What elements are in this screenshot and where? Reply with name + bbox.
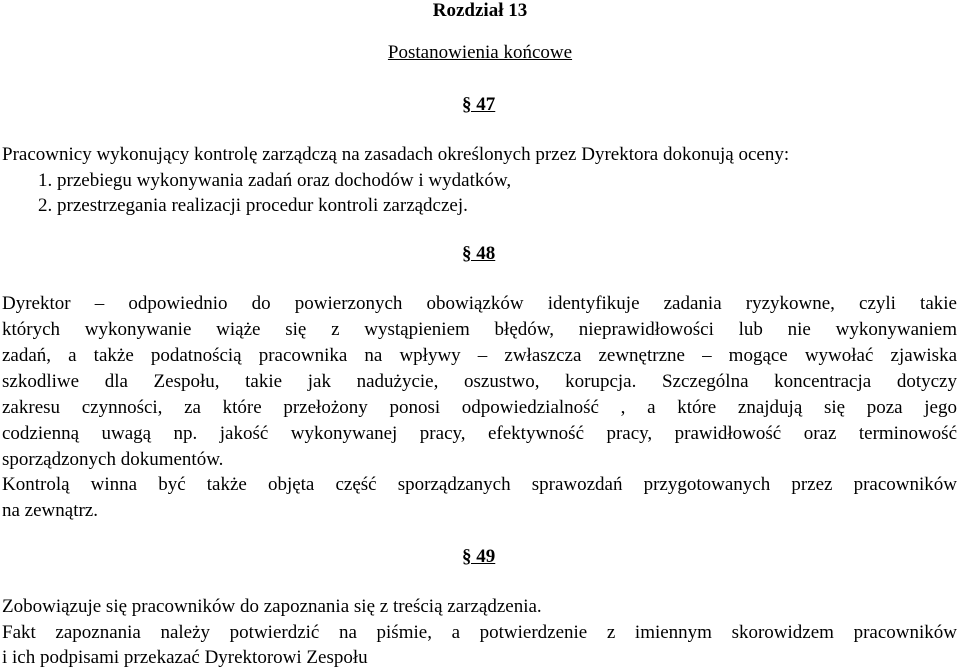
section-49-heading: § 49: [462, 546, 496, 567]
section-48-line: zakresu czynności, za które przełożony ponosi odpowiedzialność , a które znajdują się poza jego: [2, 397, 957, 418]
section-47-heading: § 47: [462, 94, 496, 115]
section-49-line: i ich podpisami przekazać Dyrektorowi Zespołu: [2, 647, 368, 668]
section-49-line: Fakt zapoznania należy potwierdzić na piśmie, a potwierdzenie z imiennym skorowidzem pracowników: [2, 622, 957, 643]
section-48-line: Dyrektor – odpowiednio do powierzonych obowiązków identyfikuje zadania ryzykowne, czyli takie: [2, 293, 957, 314]
section-48-heading: § 48: [462, 243, 496, 264]
section-48-line: zadań, a także podatnością pracownika na wpływy – zwłaszcza zewnętrzne – mogące wywołać zjawiska: [2, 345, 957, 366]
chapter-subtitle: Postanowienia końcowe: [387, 42, 573, 63]
section-48-line: na zewnątrz.: [2, 500, 98, 521]
section-48-line: Kontrolą winna być także objęta część sporządzanych sprawozdań przygotowanych przez pracowników: [2, 474, 957, 495]
section-48-line: sporządzonych dokumentów.: [2, 449, 224, 470]
chapter-title: Rozdział 13: [432, 0, 528, 21]
section-48-line: codzienną uwagą np. jakość wykonywanej pracy, efektywność pracy, prawidłowość oraz terminowość: [2, 423, 957, 444]
section-47-list-item: 2. przestrzegania realizacji procedur kontroli zarządczej.: [38, 195, 468, 216]
section-48-line: których wykonywanie wiąże się z wystąpieniem błędów, nieprawidłowości lub nie wykonywaniem: [2, 319, 957, 340]
section-48-line: szkodliwe dla Zespołu, takie jak nadużycie, oszustwo, korupcja. Szczególna koncentracja dotyczy: [2, 371, 957, 392]
section-47-intro: Pracownicy wykonujący kontrolę zarządczą na zasadach określonych przez Dyrektora dokonują oceny:: [2, 144, 790, 165]
section-47-list-item: 1. przebiegu wykonywania zadań oraz dochodów i wydatków,: [38, 170, 512, 191]
section-49-line: Zobowiązuje się pracowników do zapoznania się z treścią zarządzenia.: [2, 596, 542, 617]
